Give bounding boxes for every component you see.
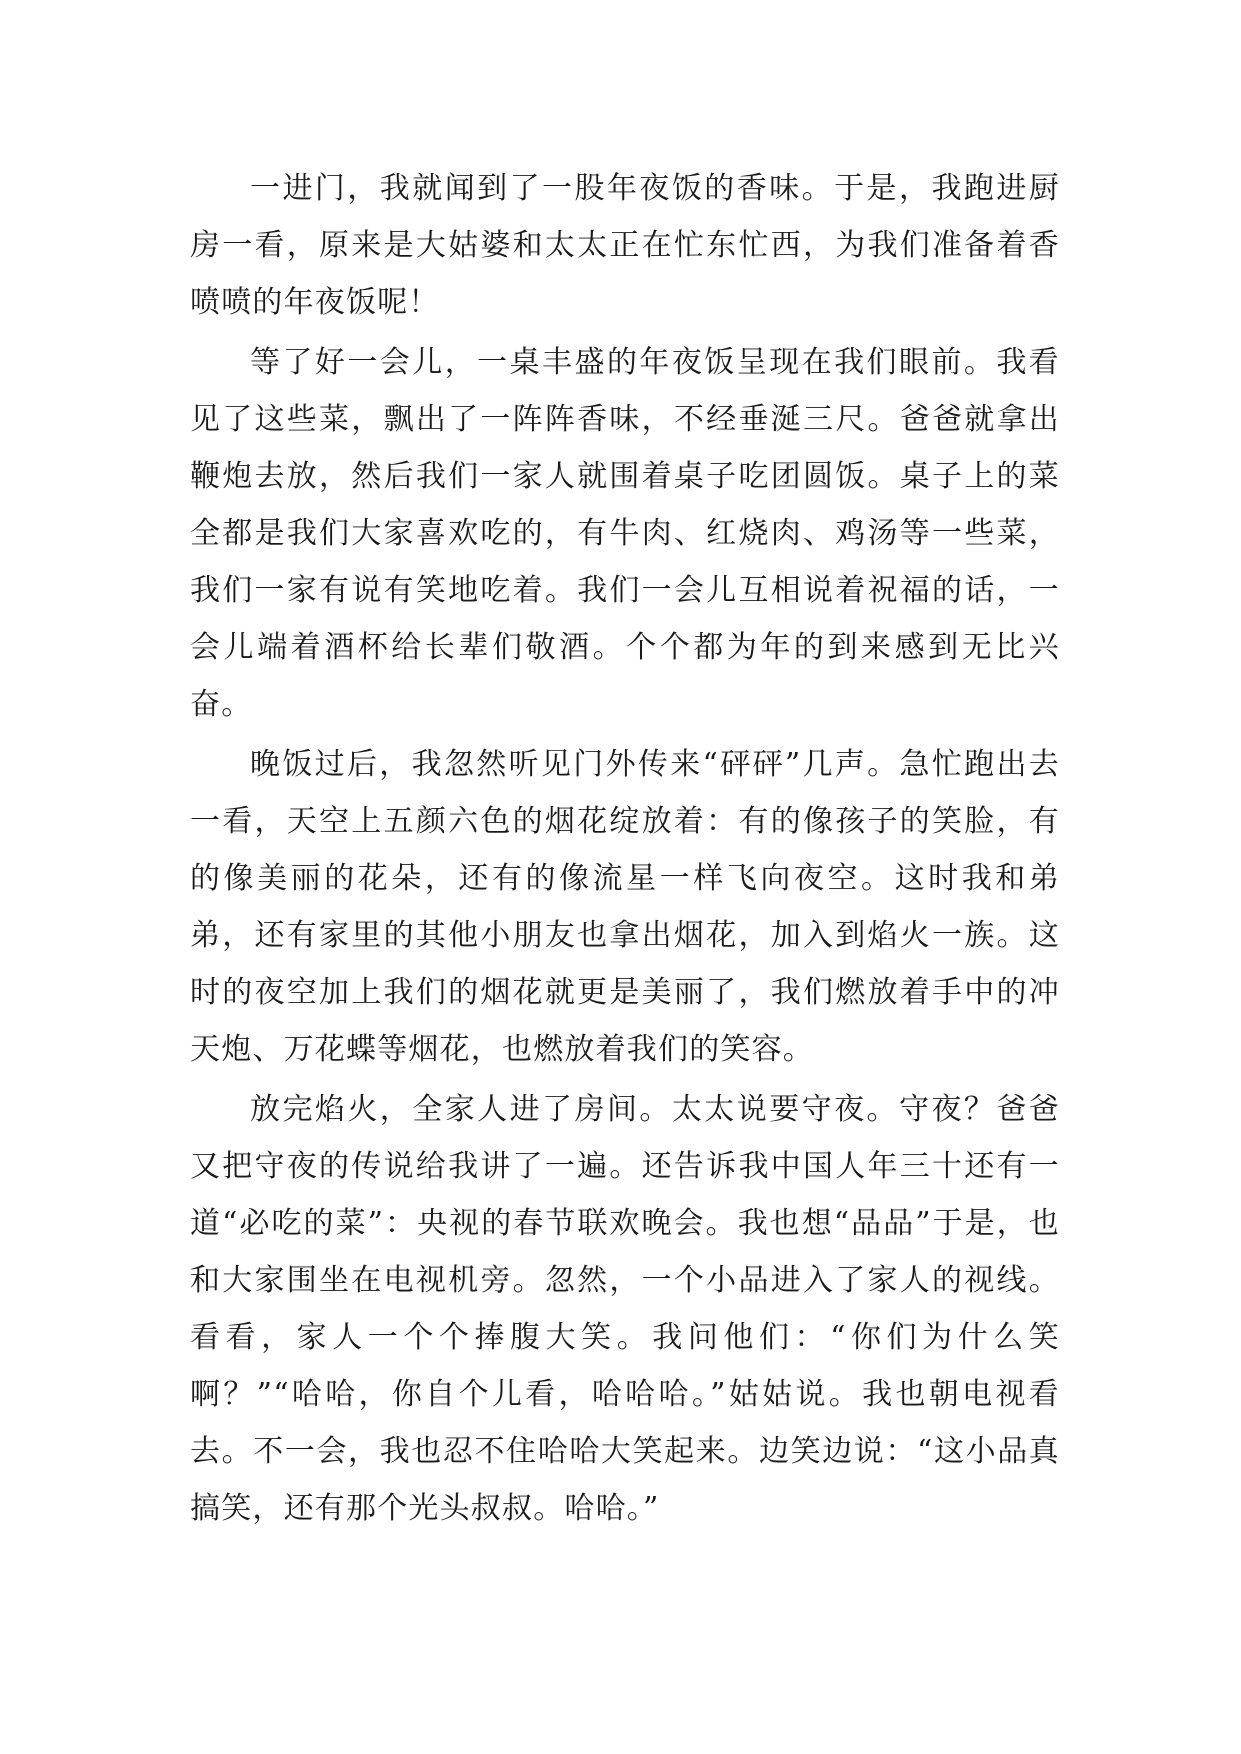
paragraph-dinner: 等了好一会儿，一桌丰盛的年夜饭呈现在我们眼前。我看见了这些菜，飘出了一阵阵香味，不经垂涎三尺。爸爸就拿出鞭炮去放，然后我们一家人就围着桌子吃团圆饭。桌子上的菜全都是我们大家喜欢吃的，有牛肉、红烧肉、鸡汤等一些菜，我们一家有说有笑地吃着。我们一会儿互相说着祝福的话，一会儿端着酒杯给长辈们敬酒。个个都为年的到来感到无比兴奋。 (190, 345, 1060, 722)
essay-body (190, 160, 1060, 1537)
paragraph-new-year-eve-gala: 放完焰火，全家人进了房间。太太说要守夜。守夜？爸爸又把守夜的传说给我讲了一遍。还告诉我中国人年三十还有一道“必吃的菜”：央视的春节联欢晚会。我也想“品品”于是，也和大家围坐在电视机旁。忽然，一个小品进入了家人的视线。看看，家人一个个捧腹大笑。我问他们：“你们为什么笑啊？”“哈哈，你自个儿看，哈哈哈。”姑姑说。我也朝电视看去。不一会，我也忍不住哈哈大笑起来。边笑边说：“这小品真搞笑，还有那个光头叔叔。哈哈。” (190, 1092, 1060, 1526)
paragraph-fireworks: 晚饭过后，我忽然听见门外传来“砰砰”几声。急忙跑出去一看，天空上五颜六色的烟花绽放着：有的像孩子的笑脸，有的像美丽的花朵，还有的像流星一样飞向夜空。这时我和弟弟，还有家里的其他小朋友也拿出烟花，加入到焰火一族。这时的夜空加上我们的烟花就更是美丽了，我们燃放着手中的冲天炮、万花蝶等烟花，也燃放着我们的笑容。 (190, 747, 1060, 1067)
paragraph-arrival: 一进门，我就闻到了一股年夜饭的香味。于是，我跑进厨房一看，原来是大姑婆和太太正在忙东忙西，为我们准备着香喷喷的年夜饭呢！ (190, 171, 1060, 320)
